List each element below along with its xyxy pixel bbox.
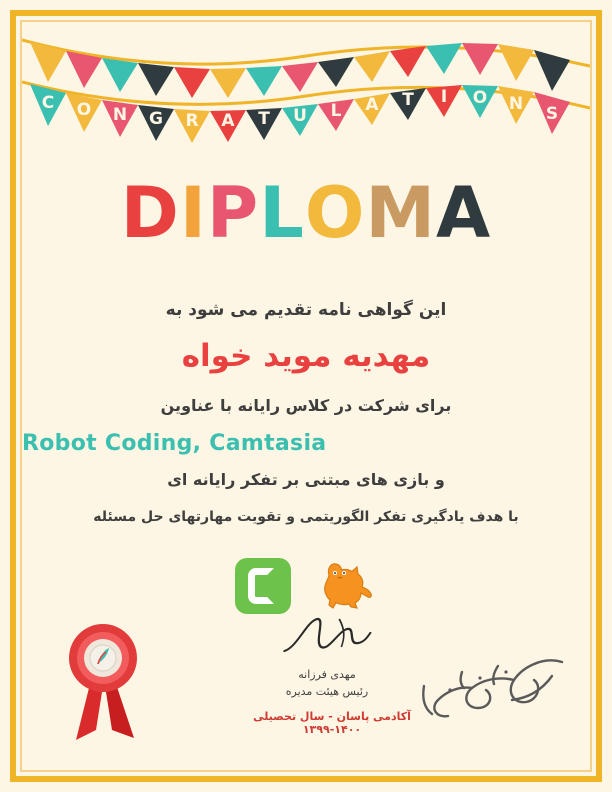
svg-text:C: C — [41, 93, 55, 113]
svg-text:G: G — [149, 109, 163, 129]
signature-block — [262, 613, 392, 700]
certificate-footer — [22, 612, 590, 762]
signature-mark — [256, 613, 397, 665]
presented-to-line: این گواهی نامه تقدیم می شود به — [165, 300, 447, 320]
title-letter-a: A — [436, 172, 492, 254]
brand-logo — [402, 646, 572, 732]
title-letter-d: D — [120, 172, 180, 254]
congratulations-bunting — [22, 22, 590, 152]
recipient-name: مهدیه موید خواه — [181, 338, 431, 374]
title-letter-m: M — [365, 172, 437, 254]
award-rosette — [50, 614, 158, 748]
signatory-name: مهدی فرزانه — [298, 668, 356, 681]
certificate-content — [22, 22, 590, 770]
title-letter-o: O — [304, 172, 366, 254]
svg-text:O: O — [472, 88, 488, 108]
signature-icon — [275, 613, 381, 659]
logo-row — [22, 555, 590, 617]
academy-year-line: آکادمی پاسان - سال تحصیلی ۱۴۰۰-۱۳۹۹ — [253, 710, 411, 736]
bunting-graphic — [22, 22, 590, 152]
title-letter-l: L — [259, 172, 305, 254]
svg-text:T: T — [402, 90, 414, 110]
svg-text:U: U — [293, 106, 307, 126]
title-letter-i: I — [179, 172, 207, 254]
course-intro-line: برای شرکت در کلاس رایانه با عناوین — [160, 396, 452, 415]
svg-text:A: A — [221, 111, 235, 131]
signatory-role: رئیس هیئت مدیره — [285, 684, 369, 698]
diploma-title — [22, 172, 590, 258]
svg-text:N: N — [112, 105, 128, 125]
course-second-line: و بازی های مبتنی بر تفکر رایانه ای — [167, 470, 445, 489]
svg-text:A: A — [365, 95, 379, 115]
svg-text:O: O — [76, 100, 92, 120]
svg-text:R: R — [185, 111, 199, 131]
camtasia-logo — [235, 558, 291, 614]
svg-text:S: S — [545, 104, 559, 124]
svg-text:L: L — [330, 101, 342, 121]
svg-text:T: T — [258, 109, 270, 129]
course-title: Robot Coding, Camtasia — [22, 431, 327, 456]
scratch-cat-logo — [317, 558, 377, 614]
goal-line: با هدف یادگیری تفکر الگوریتمی و تقویت مهارتهای حل مسئله — [93, 509, 519, 525]
svg-text:I: I — [440, 87, 448, 107]
svg-text:N: N — [508, 94, 524, 114]
title-letter-p: P — [206, 172, 260, 254]
